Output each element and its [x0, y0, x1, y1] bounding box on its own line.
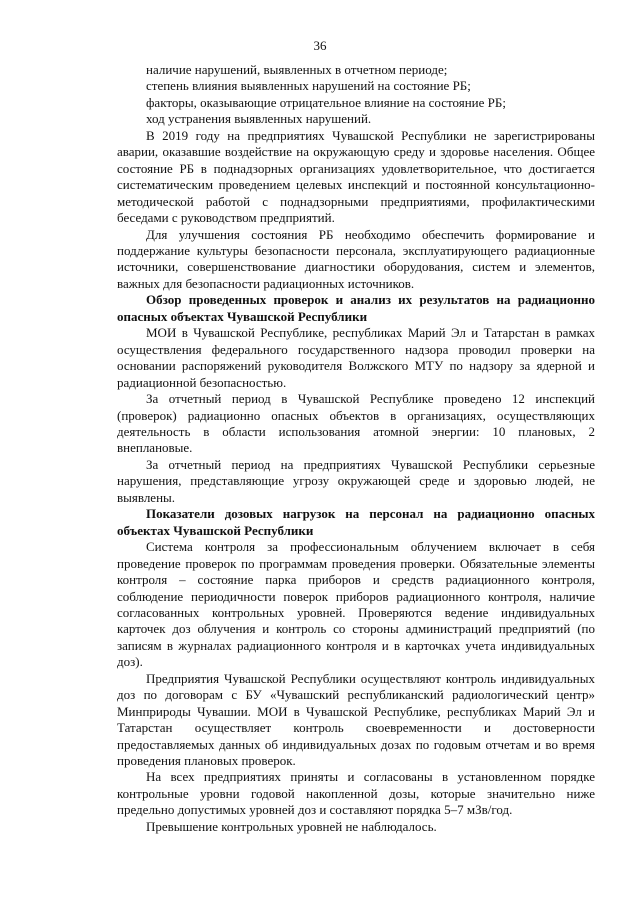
section-heading: Обзор проведенных проверок и анализ их результатов на радиационно опасных объектах Чувашской Республики: [117, 292, 595, 324]
paragraph: За отчетный период на предприятиях Чувашской Республики серьезные нарушения, представляющие угрозу окружающей среде и здоровью людей, не выявлены.: [117, 456, 595, 505]
paragraph: В 2019 году на предприятиях Чувашской Республики не зарегистрированы аварии, оказавшие воздействие на окружающую среду и здоровье населения. Общее состояние РБ в поднадзорных организациях удовлетворительное, что достигается систематическим проведением целевых инспекций и постоянной консультационно-методической работой с поднадзорными предприятиями, профилактическими беседами с руководством предприятий.: [117, 127, 595, 226]
paragraph: факторы, оказывающие отрицательное влияние на состояние РБ;: [146, 94, 506, 110]
section-heading: Показатели дозовых нагрузок на персонал на радиационно опасных объектах Чувашской Республики: [117, 506, 595, 538]
page-number: 36: [313, 38, 327, 53]
paragraph: ход устранения выявленных нарушений.: [146, 111, 372, 127]
paragraph: Предприятия Чувашской Республики осуществляют контроль индивидуальных доз по договорам с БУ «Чувашский республиканский радиологический центр» Минприроды Чувашии. МОИ в Чувашской Республике, республиках Марий Эл и Татарстан осуществляет контроль своевременности и достоверности предоставляемых данных об индивидуальных дозах по годовым отчетам и во время проведения плановых проверок.: [117, 670, 595, 769]
paragraph: На всех предприятиях приняты и согласованы в установленном порядке контрольные уровни годовой накопленной дозы, которые значительно ниже предельно допустимых уровней доз и составляют порядка 5–7 мЗв/год.: [117, 769, 595, 818]
paragraph: Превышение контрольных уровней не наблюдалось.: [146, 818, 437, 834]
paragraph: Для улучшения состояния РБ необходимо обеспечить формирование и поддержание культуры безопасности персонала, эксплуатирующего радиационные источники, совершенствование диагностики оборудования, систем и элементов, важных для безопасности радиационных источников.: [117, 226, 595, 291]
paragraph: Система контроля за профессиональным облучением включает в себя проведение проверок по программам проведения проверки. Обязательные элементы контроля – состояние парка приборов и средств радиационного контроля, соблюдение периодичности поверок приборов радиационного контроля, наличие согласованных контрольных уровней. Проверяются ведение индивидуальных карточек доз облучения и контроль со стороны администраций предприятий (по записям в журналах радиационного контроля и в карточках учета индивидуальных доз).: [117, 539, 595, 670]
paragraph: За отчетный период в Чувашской Республике проведено 12 инспекций (проверок) радиационно опасных объектов в организациях, осуществляющих деятельность в области использования атомной энергии: 10 плановых, 2 внеплановые.: [117, 391, 595, 456]
paragraph: наличие нарушений, выявленных в отчетном периоде;: [146, 62, 448, 77]
page-body: [117, 62, 595, 835]
paragraph: степень влияния выявленных нарушений на состояние РБ;: [146, 78, 471, 94]
paragraph: МОИ в Чувашской Республике, республиках Марий Эл и Татарстан в рамках осуществления федерального государственного надзора проводил проверки на основании распоряжений руководителя Волжского МТУ по надзору за ядерной и радиационной безопасностью.: [117, 325, 595, 390]
